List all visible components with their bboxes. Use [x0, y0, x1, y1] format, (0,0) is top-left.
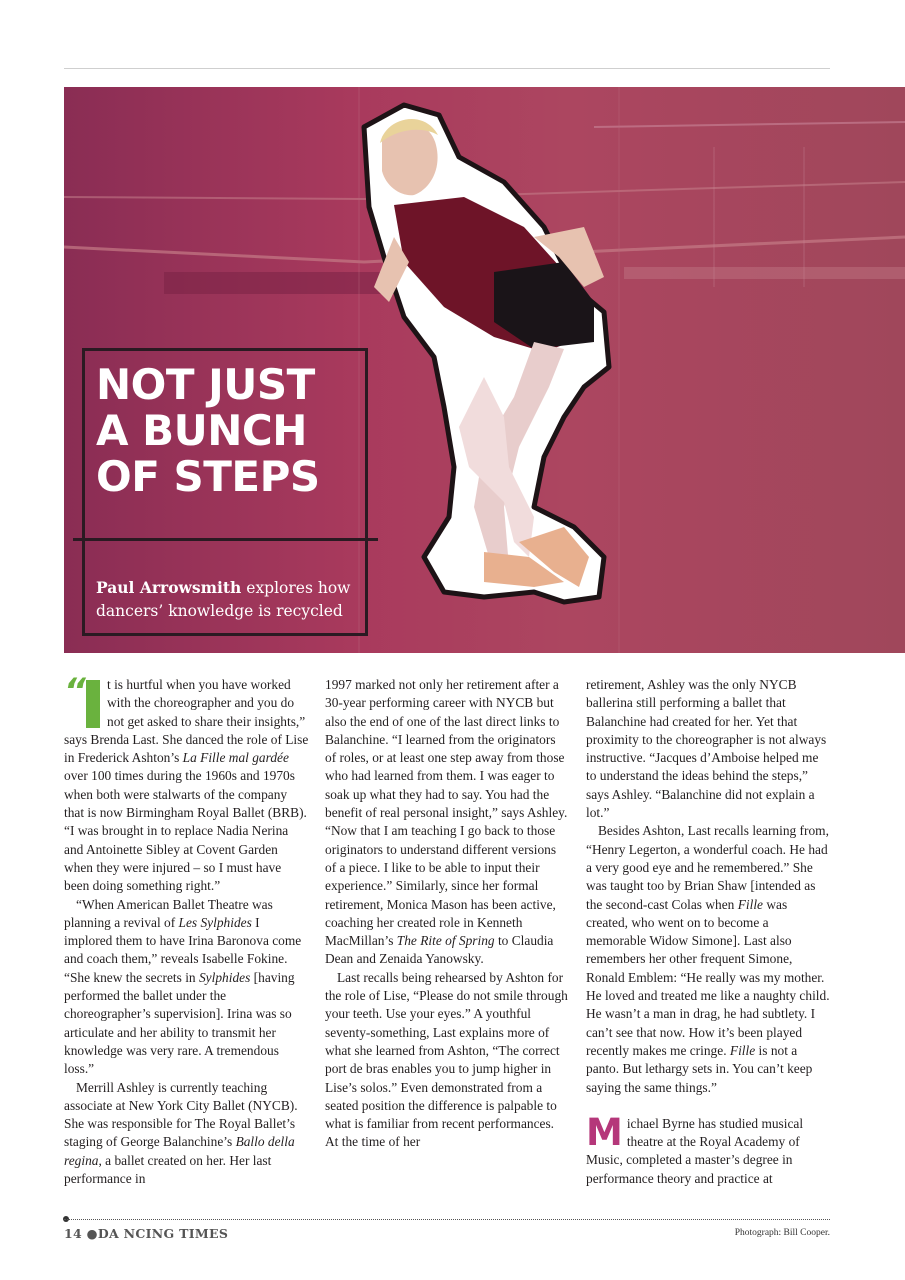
paragraph-4-text: 1997 marked not only her retirement after a 30-year performing career with NYCB but also the end of one of the last direct links to Balanchine. “I learned from the originators of roles, or at least one step away from those who had learned from them. I was eager to soak up what they had to say. You had the benefit of real personal insight,” says Ashley. “Now that I am teaching I go back to those originators to understand different versions of a piece. I like to be able to input their experience.” Similarly, since her formal retirement, Monica Mason has been active, coaching her created role in Kenneth MacMillan’s — [325, 677, 568, 949]
dropcap-i-block — [86, 680, 100, 728]
paragraph-2 — [64, 896, 309, 1079]
column-1 — [64, 671, 309, 1188]
magazine-name: DA NCING TIMES — [97, 1226, 229, 1241]
author-bio — [586, 1110, 831, 1188]
paragraph-4-italic: The Rite of Spring — [396, 933, 495, 949]
folio: 14 ●DA NCING TIMES — [64, 1226, 229, 1241]
author-name: Paul Arrowsmith — [96, 578, 242, 597]
column-2 — [325, 676, 570, 1152]
title-line-1: NOT JUST — [96, 360, 315, 409]
bio-dropcap: M — [586, 1110, 623, 1154]
paragraph-7-italic-1: Fille — [737, 896, 764, 912]
paragraph-1-text-end: over 100 times during the 1960s and 1970s when both were stalwarts of the company that is now Birmingham Royal Ballet (BRB). “I was brought in to replace Nadia Nerina and Antoinette Sibley at Covent Garden when they were injured – so I must have been doing something right.” — [64, 768, 307, 894]
article-title — [96, 362, 366, 500]
standfirst — [96, 576, 361, 623]
paragraph-7 — [586, 822, 831, 1096]
paragraph-1-text: t is hurtful when you have worked with the choreographer and you do not get asked to share their insights,” says Brenda Last. She danced the role of Lise in Frederick Ashton’s — [64, 677, 309, 766]
paragraph-2-text: “When American Ballet Theatre was planning a revival of — [64, 896, 273, 930]
paragraph-7-italic-2: Fille — [729, 1042, 756, 1058]
paragraph-7-text-mid: was created, who went on to become a memorable Widow Simone]. Last also remembers her other frequent Simone, Ronald Emblem: “He really was my mother. He loved and treated me like a naughty child. He wasn’t a man in drag, he had subtlety. I can’t see that now. How it’s been played recently makes me cringe. — [586, 896, 830, 1058]
photo-credit: Photograph: Bill Cooper. — [734, 1228, 830, 1238]
paragraph-1-italic: La Fille mal gardée — [182, 750, 289, 766]
paragraph-2-text-end: [having performed the ballet under the choreographer’s supervision]. Irina was so articulate and her ability to transmit her knowledge was very rare. A tremendous loss.” — [64, 969, 295, 1077]
title-line-3: OF STEPS — [96, 452, 320, 501]
paragraph-2-italic-2: Sylphides — [198, 969, 251, 985]
paragraph-7-text: Besides Ashton, Last recalls learning from, “Henry Legerton, a wonderful coach. He had a very good eye and he remembered.” She was taught too by Brian Shaw [intended as the second-cast Colas when — [586, 823, 829, 912]
column-3 — [586, 676, 831, 1188]
paragraph-5: Last recalls being rehearsed by Ashton for the role of Lise, “Please do not smile through your teeth. Use your eyes.” A youthful seventy-something, Last explains more of what she learned from Ashton, “The correct port de bras enables you to jump higher in Lise’s solos.” Even demonstrated from a seated position the difference is palpable to what is familiar from recent performances. At the time of her — [325, 969, 568, 1150]
standfirst-text: explores how dancers’ knowledge is recycled — [96, 579, 351, 620]
opening-quote-mark: “ — [64, 671, 86, 711]
paragraph-3-text: Merrill Ashley is currently teaching associate at New York City Ballet (NYCB). She was responsible for The Royal Ballet’s staging of George Balanchine’s — [64, 1079, 298, 1150]
paragraph-2-italic-1: Les Sylphides — [178, 914, 252, 930]
paragraph-7-text-end: is not a panto. But lethargy sets in. You can’t keep saying the same things.” — [586, 1042, 813, 1095]
footer-rule — [64, 1219, 830, 1220]
page-number: 14 — [64, 1226, 82, 1241]
paragraph-3-text-end: , a ballet created on her. Her last performance in — [64, 1152, 272, 1187]
paragraph-1 — [64, 671, 309, 896]
top-rule — [64, 68, 830, 69]
title-line-2: A BUNCH — [96, 406, 307, 455]
paragraph-3-italic: Ballo della regina — [64, 1134, 295, 1168]
title-rule — [73, 538, 378, 541]
paragraph-4 — [325, 676, 570, 969]
paragraph-4-text-end: to Claudia Dean and Zenaida Yanowsky. — [325, 933, 554, 967]
paragraph-6: retirement, Ashley was the only NYCB ballerina still performing a ballet that Balanchine had created for her. Yet that proximity to the choreographer is not always instructive. “Jacques d’Amboise helped me to understand the ideas behind the steps,” says Ashley. “Balanchine did not explain a lot.” — [586, 677, 827, 821]
paragraph-2-text-mid: I implored them to have Irina Baronova come and coach them,” reveals Isabelle Fokine. “She knew the secrets in — [64, 914, 302, 985]
author-bio-text: ichael Byrne has studied musical theatre at the Royal Academy of Music, completed a master’s degree in performance theory and practice at — [586, 1115, 804, 1186]
paragraph-3 — [64, 1079, 309, 1189]
